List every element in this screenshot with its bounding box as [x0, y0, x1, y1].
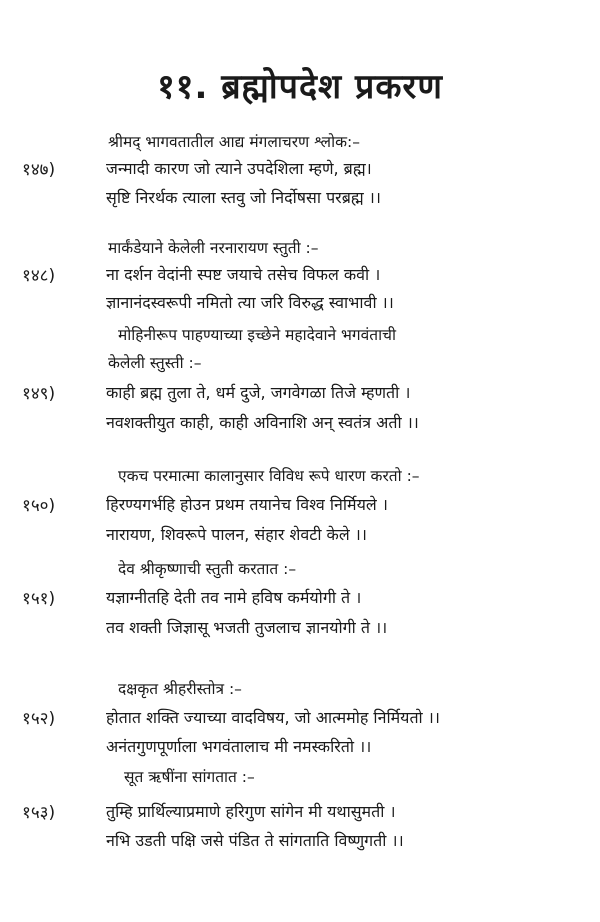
- section-heading: देव श्रीकृष्णाची स्तुती करतात :–: [118, 560, 297, 578]
- verse-number: १५०): [22, 496, 56, 516]
- verse-line: ना दर्शन वेदांनी स्पष्ट जयाचे तसेच विफल कवी ।: [106, 265, 381, 284]
- verse-line: नवशक्तीयुत काही, काही अविनाशि अन् स्वतंत्र अती ।।: [106, 413, 419, 432]
- chapter-title: ११. ब्रह्मोपदेश प्रकरण: [157, 67, 443, 107]
- verse-line: नभि उडती पक्षि जसे पंडित ते सांगताति विष्णुगती ।।: [106, 831, 404, 850]
- verse-line: होतात शक्ति ज्याच्या वादविषय, जो आत्ममोह निर्मियतो ।।: [106, 708, 440, 727]
- verse-line: यज्ञाग्नीतहि देती तव नामे हविष कर्मयोगी ते ।: [106, 588, 362, 607]
- verse-number: १४८): [22, 266, 56, 286]
- verse-line: अनंतगुणपूर्णाला भगवंतालाच मी नमस्करितो ।।: [106, 737, 372, 756]
- verse-number: १५१): [22, 589, 56, 609]
- section-heading: दक्षकृत श्रीहरीस्तोत्र :–: [118, 680, 242, 698]
- section-heading: सूत ऋषींना सांगतात :–: [124, 768, 255, 786]
- verse-number: १४९): [22, 384, 56, 404]
- section-heading: श्रीमद् भागवतातील आद्य मंगलाचरण श्लोक:–: [108, 133, 360, 151]
- section-heading: एकच परमात्मा कालानुसार विविध रूपे धारण करतो :–: [118, 467, 420, 485]
- verse-line: काही ब्रह्म तुला ते, धर्म दुजे, जगवेगळा तिजे म्हणती ।: [106, 383, 411, 402]
- section-heading: मार्कंडेयाने केलेली नरनारायण स्तुती :–: [108, 239, 319, 257]
- verse-number: १५३): [22, 803, 56, 823]
- verse-line: ज्ञानानंदस्वरूपी नमितो त्या जरि विरुद्ध स्वाभावी ।।: [106, 293, 394, 312]
- verse-line: तुम्हि प्रार्थिल्याप्रमाणे हरिगुण सांगेन मी यथासुमती ।: [106, 802, 396, 821]
- verse-line: जन्मादी कारण जो त्याने उपदेशिला म्हणे, ब्रह्म।: [106, 159, 372, 178]
- verse-line: नारायण, शिवरूपे पालन, संहार शेवटी केले ।।: [106, 525, 367, 544]
- verse-line: हिरण्यगर्भहि होउन प्रथम तयानेच विश्व निर्मियले ।: [106, 495, 388, 514]
- verse-number: १५२): [22, 709, 56, 729]
- verse-line: सृष्टि निरर्थक त्याला स्तवु जो निर्दोषसा परब्रह्म ।।: [106, 188, 381, 207]
- verse-number: १४७): [22, 160, 56, 180]
- verse-line: तव शक्ती जिज्ञासू भजती तुजलाच ज्ञानयोगी ते ।।: [106, 618, 388, 637]
- section-heading: मोहिनीरूप पाहण्याच्या इच्छेने महादेवाने भगवंताची: [118, 326, 396, 344]
- section-heading-continued: केलेली स्तुस्ती :–: [108, 354, 202, 372]
